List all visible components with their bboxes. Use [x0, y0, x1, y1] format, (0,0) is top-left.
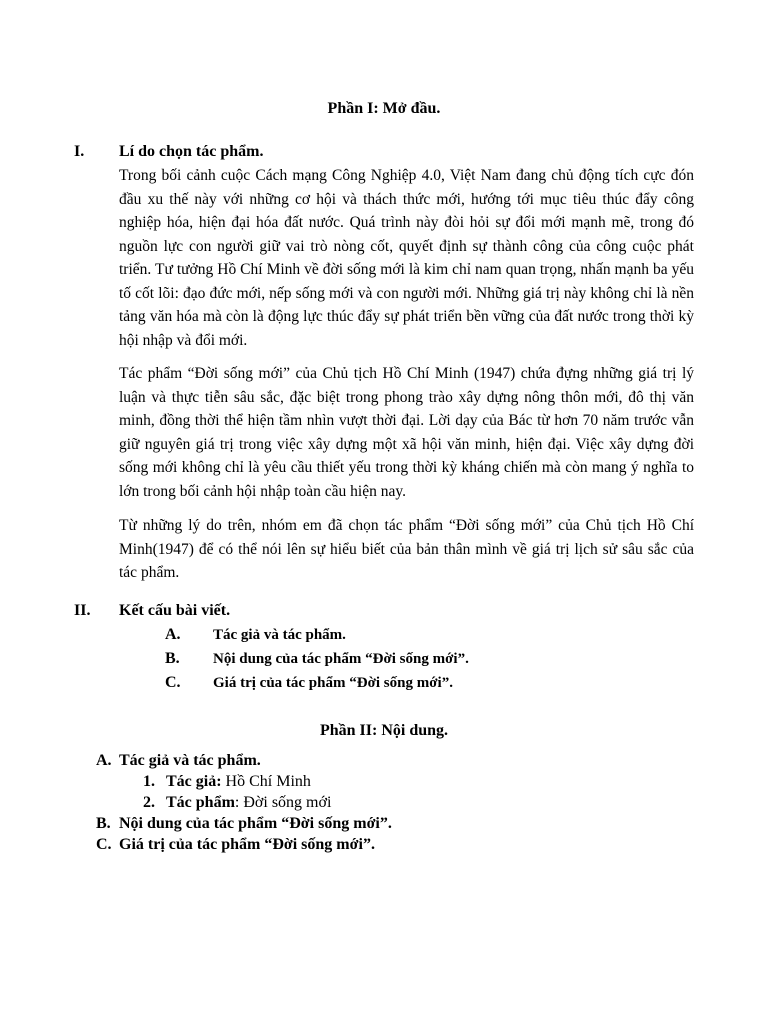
section2-heading: Kết cấu bài viết.	[119, 602, 231, 619]
structure-item-a	[165, 626, 346, 644]
part2-title-text: Phần II: Nội dung.	[319, 722, 449, 739]
section1-numeral: I.	[74, 143, 85, 160]
section1-paragraph-2: Tác phẩm “Đời sống mới” của Chủ tịch Hồ Chí Minh (1947) chứa đựng những giá trị lý luận và thực tiễn sâu sắc, đặc biệt trong phong trào xây dựng nông thôn mới, đô thị văn minh, đồng thời thể hiện tầm nhìn vượt thời đại. Lời dạy của Bác từ hơn 70 năm trước vẫn giữ nguyên giá trị trong việc xây dựng một xã hội văn minh, hiện đại. Việc xây dựng đời sống mới không chỉ là yêu cầu thiết yếu trong thời kỳ kháng chiến mà còn mang ý nghĩa to lớn trong bối cảnh hội nhập toàn cầu hiện nay.	[119, 365, 694, 500]
content-sub-item-1	[143, 773, 311, 791]
structure-item-b	[165, 650, 469, 668]
content-sub-label: Tác giả:	[166, 773, 222, 790]
structure-item-text: Tác giả và tác phẩm.	[213, 627, 346, 643]
section2-numeral: II.	[74, 602, 91, 619]
content-item-text: Nội dung của tác phẩm “Đời sống mới”.	[119, 815, 392, 832]
content-item-letter: B.	[96, 815, 111, 832]
content-item-letter: C.	[96, 836, 112, 853]
content-item-b	[96, 815, 392, 833]
section1-heading: Lí do chọn tác phẩm.	[119, 143, 264, 160]
content-item-a	[96, 752, 261, 770]
content-sub-value: Hồ Chí Minh	[221, 773, 311, 790]
section1-paragraph-3: Từ những lý do trên, nhóm em đã chọn tác phẩm “Đời sống mới” của Chủ tịch Hồ Chí Minh(1947) để có thể nói lên sự hiểu biết của bản thân mình về giá trị lịch sử sâu sắc của tác phẩm.	[119, 517, 694, 581]
content-item-letter: A.	[96, 752, 112, 769]
structure-item-letter: A.	[165, 626, 181, 643]
content-item-c	[96, 836, 375, 854]
structure-item-letter: C.	[165, 674, 181, 691]
structure-item-text: Nội dung của tác phẩm “Đời sống mới”.	[213, 651, 469, 667]
part2-title	[0, 722, 768, 740]
content-item-text: Giá trị của tác phẩm “Đời sống mới”.	[119, 836, 375, 853]
structure-item-letter: B.	[165, 650, 180, 667]
content-sub-num: 2.	[143, 794, 155, 811]
structure-item-text: Giá trị của tác phẩm “Đời sống mới”.	[213, 675, 453, 691]
content-sub-value: : Đời sống mới	[234, 794, 332, 811]
section1-paragraph-1: Trong bối cảnh cuộc Cách mạng Công Nghiệp 4.0, Việt Nam đang chủ động tích cực đón đầu xu thế này với những cơ hội và thách thức mới, hướng tới mục tiêu thúc đẩy công nghiệp hóa, hiện đại hóa đất nước. Quá trình này đòi hỏi sự đổi mới mạnh mẽ, trong đó nguồn lực con người giữ vai trò nòng cốt, quyết định sự thành công của công cuộc phát triển. Tư tưởng Hồ Chí Minh về đời sống mới là kim chỉ nam quan trọng, nhấn mạnh ba yếu tố cốt lõi: đạo đức mới, nếp sống mới và con người mới. Những giá trị này không chỉ là nền tảng văn hóa mà còn là động lực thúc đẩy sự phát triển bền vững của đất nước trong thời kỳ hội nhập và đổi mới.	[119, 167, 694, 349]
content-sub-num: 1.	[143, 773, 155, 790]
content-sub-label: Tác phẩm	[166, 794, 235, 811]
structure-item-c	[165, 674, 453, 692]
content-item-text: Tác giả và tác phẩm.	[119, 752, 261, 769]
part1-title: Phần I: Mở đầu.	[327, 100, 441, 117]
content-sub-item-2	[143, 794, 331, 812]
